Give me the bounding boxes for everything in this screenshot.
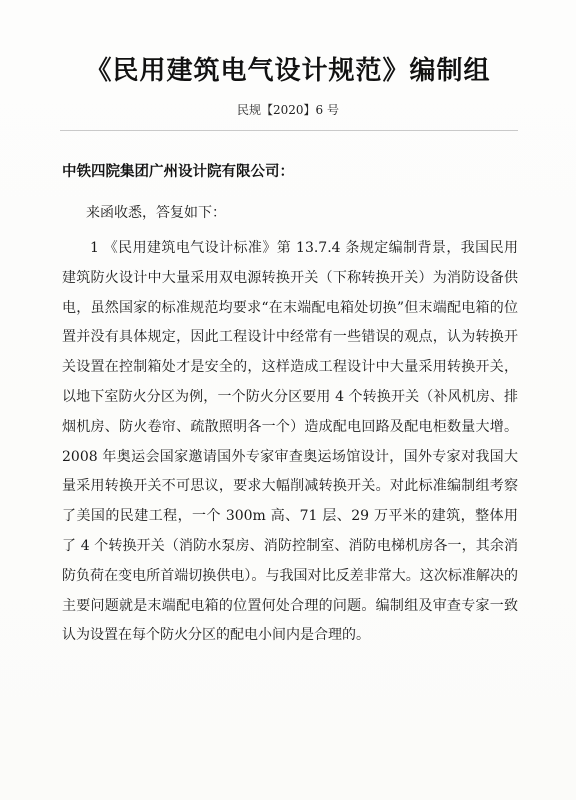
body-paragraph: 1 《民用建筑电气设计标准》第 13.7.4 条规定编制背景，我国民用建筑防火设计中大量采用双电源转换开关（下称转换开关）为消防设备供电，虽然国家的标准规范均要求“在末端配电箱处切换”但末端配电箱的位置并没有具体规定，因此工程设计中经常有一些错误的观点，认为转换开关设置在控制箱处才是安全的，这样造成工程设计中大量采用转换开关，以地下室防火分区为例，一个防火分区要用 4 个转换开关（补风机房、排烟机房、防火卷帘、疏散照明各一个）造成配电回路及配电柜数量大增。2008 年奥运会国家邀请国外专家审查奥运场馆设计，国外专家对我国大量采用转换开关不可思议，要求大幅削减转换开关。对此标准编制组考察了美国的民建工程，一个 300m 高、71 层、29 万平米的建筑，整体用了 4 个转换开关（消防水泵房、消防控制室、消防电梯机房各一，其余消防负荷在变电所首端切换供电）。与我国对比反差非常大。这次标准解决的主要问题就是末端配电箱的位置何处合理的问题。编制组及审查专家一致认为设置在每个防火分区的配电小间内是合理的。 xyxy=(62,240,518,644)
document-title: 《民用建筑电气设计规范》编制组 xyxy=(85,56,491,86)
document-number: 民规【2020】6 号 xyxy=(237,103,339,117)
addressee: 中铁四院集团广州设计院有限公司： xyxy=(62,164,294,180)
header-divider xyxy=(60,130,518,131)
opening-line: 来函收悉，答复如下： xyxy=(86,205,226,221)
